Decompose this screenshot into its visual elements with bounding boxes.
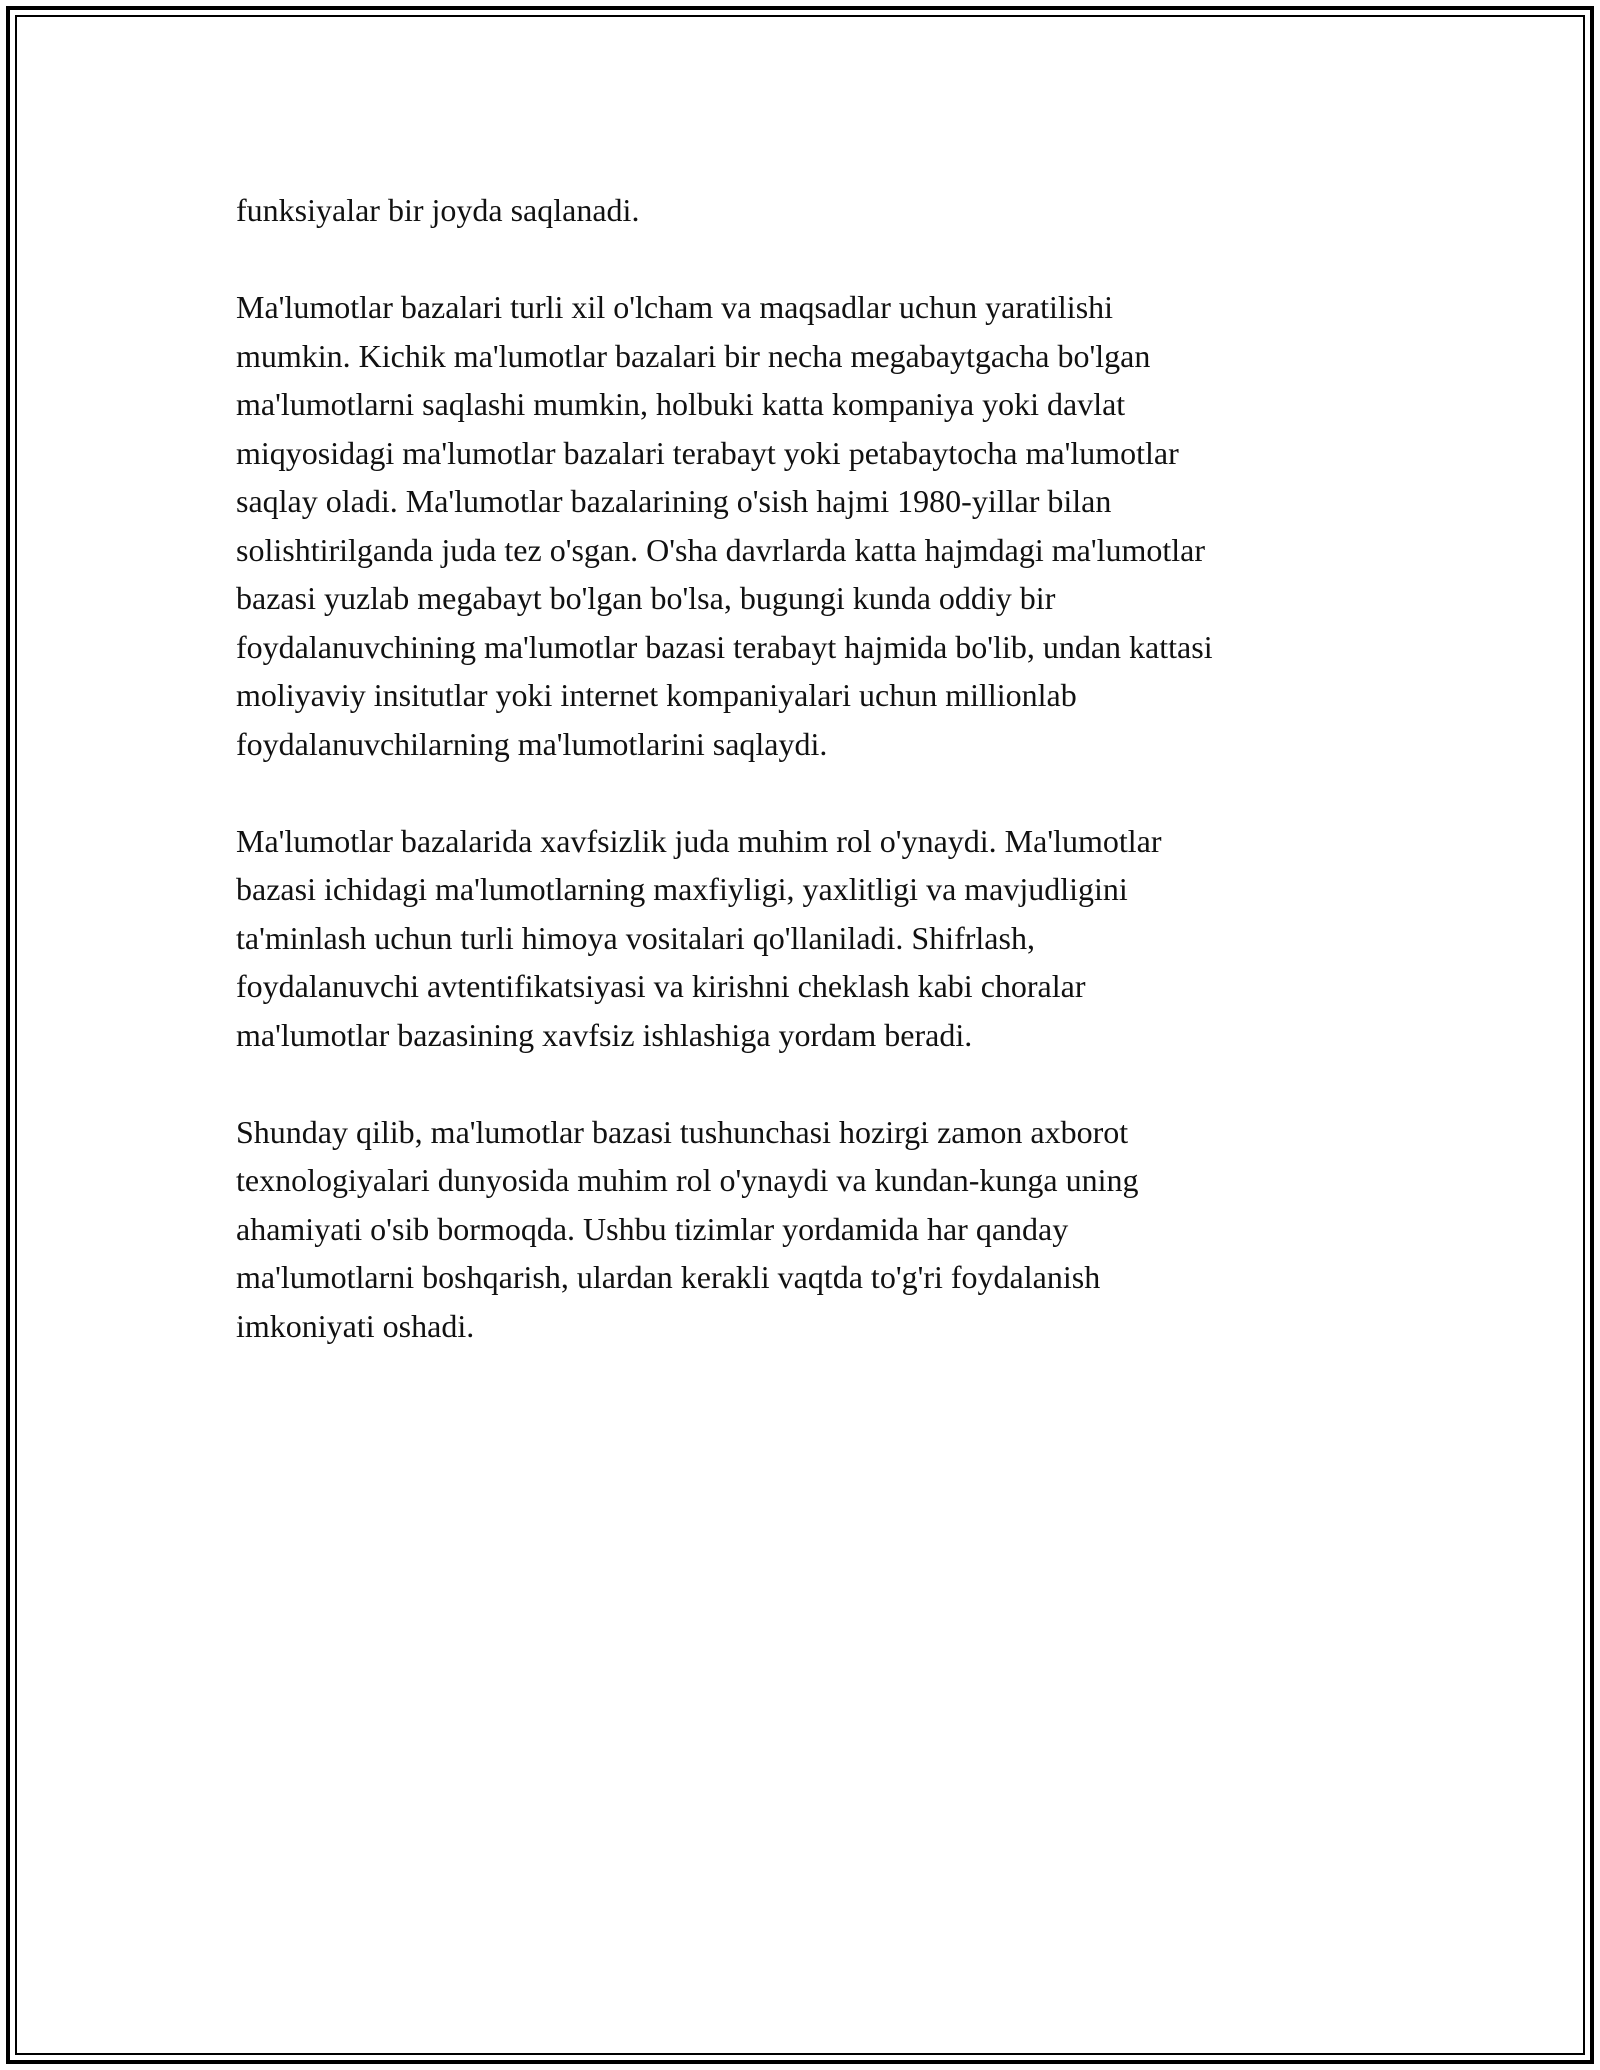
text-line: foydalanuvchining ma'lumotlar bazasi terabayt hajmida bo'lib, undan kattasi <box>236 628 1213 665</box>
text-line: foydalanuvchilarning ma'lumotlarini saqlaydi. <box>236 725 828 762</box>
text-line: Ma'lumotlar bazalari turli xil o'lcham va maqsadlar uchun yaratilishi <box>236 289 1114 325</box>
text-line: imkoniyati oshadi. <box>236 1307 475 1344</box>
text-line: solishtirilganda juda tez o'sgan. O'sha davrlarda katta hajmdagi ma'lumotlar <box>236 531 1206 568</box>
text-line: ahamiyati o'sib bormoqda. Ushbu tizimlar yordamida har qanday <box>236 1210 1069 1247</box>
paragraph-4 <box>236 1108 1376 1351</box>
paragraph-1 <box>236 186 1376 235</box>
text-line: bazasi ichidagi ma'lumotlarning maxfiyligi, yaxlitligi va mavjudligini <box>236 871 1128 907</box>
text-line: ma'lumotlar bazasining xavfsiz ishlashiga yordam beradi. <box>236 1016 973 1053</box>
text-line: ta'minlash uchun turli himoya vositalari qo'llaniladi. Shifrlash, <box>236 919 1035 956</box>
text-line: funksiyalar bir joyda saqlanadi. <box>236 192 640 228</box>
text-line: moliyaviy insitutlar yoki internet kompaniyalari uchun millionlab <box>236 677 1077 713</box>
text-line: mumkin. Kichik ma'lumotlar bazalari bir necha megabaytgacha bo'lgan <box>236 337 1151 374</box>
text-line: ma'lumotlarni saqlashi mumkin, holbuki katta kompaniya yoki davlat <box>236 386 1126 422</box>
text-line: Ma'lumotlar bazalarida xavfsizlik juda muhim rol o'ynaydi. Ma'lumotlar <box>236 822 1162 859</box>
text-line: texnologiyalari dunyosida muhim rol o'ynaydi va kundan-kunga uning <box>236 1162 1139 1198</box>
text-line: saqlay oladi. Ma'lumotlar bazalarining o'sish hajmi 1980-yillar bilan <box>236 483 1112 519</box>
text-line: ma'lumotlarni boshqarish, ulardan kerakli vaqtda to'g'ri foydalanish <box>236 1259 1101 1295</box>
text-line: bazasi yuzlab megabayt bo'lgan bo'lsa, bugungi kunda oddiy bir <box>236 580 1056 616</box>
paragraph-3 <box>236 817 1376 1060</box>
paragraph-2 <box>236 283 1376 768</box>
text-line: Shunday qilib, ma'lumotlar bazasi tushunchasi hozirgi zamon axborot <box>236 1113 1129 1150</box>
text-line: miqyosidagi ma'lumotlar bazalari terabayt yoki petabaytocha ma'lumotlar <box>236 434 1179 471</box>
document-body <box>236 186 1376 1399</box>
text-line: foydalanuvchi avtentifikatsiyasi va kirishni cheklash kabi choralar <box>236 968 1086 1004</box>
